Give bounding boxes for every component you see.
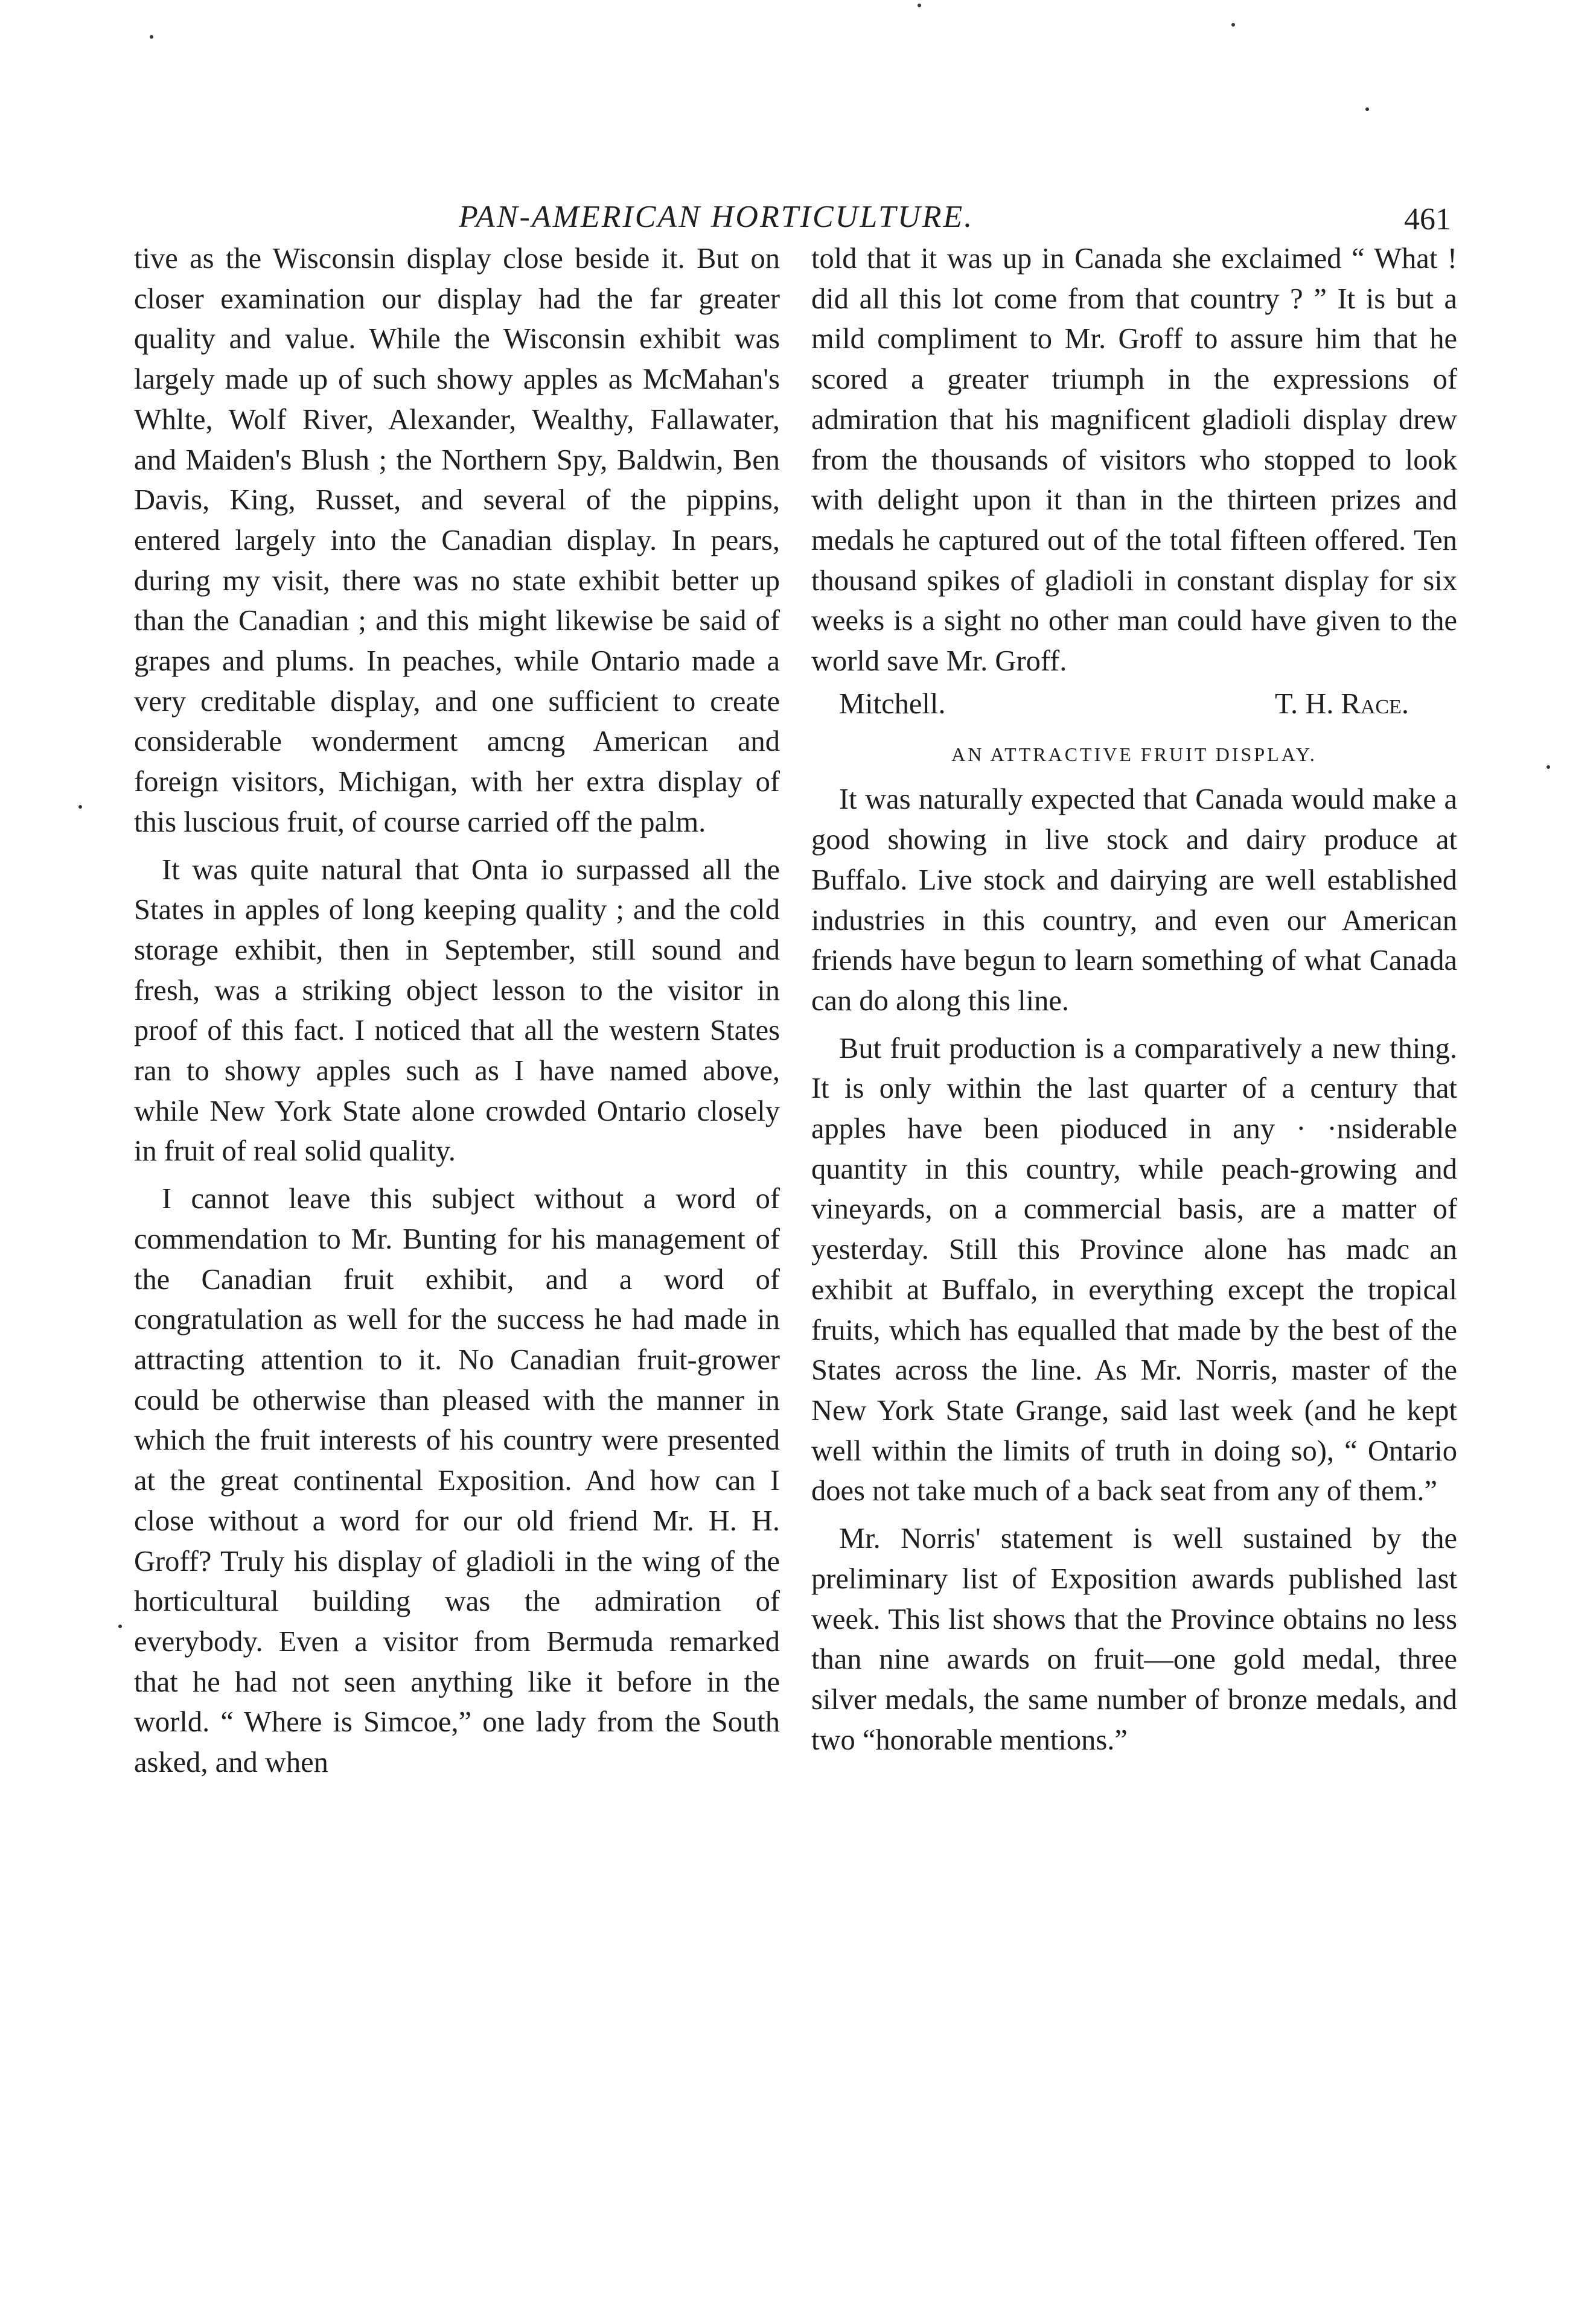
- page-number: 461: [1404, 202, 1451, 237]
- left-column: [134, 239, 780, 1783]
- paragraph: But fruit production is a comparatively a new thing. It is only within the last quarter of a century that apples have been pioduced in any · ·nsiderable quantity in this country, while peach-growing and vineyards, on a commercial basis, are a matter of yesterday. Still this Province alone has madc an exhibit at Buffalo, in everything except the tropical fruits, which has equalled that made by the best of the States across the line. As Mr. Norris, master of the New York State Grange, said last week (and he kept well within the limits of truth in doing so), “ Ontario does not take much of a back seat from any of them.”: [811, 1032, 1457, 1507]
- scan-speck: [78, 805, 82, 809]
- scan-speck: [1231, 23, 1235, 27]
- running-title: PAN-AMERICAN HORTICULTURE.: [459, 200, 974, 234]
- paragraph: I cannot leave this subject without a word of commendation to Mr. Bunting for his management of the Canadian fruit exhibit, and a word of congratulation as well for the success he had made in attracting attention to it. No Canadian fruit-grower could be otherwise than pleased with the manner in which the fruit interests of his country were presented at the great continental Exposition. And how can I close without a word for our old friend Mr. H. H. Groff? Truly his display of gladioli in the wing of the horticultural building was the admiration of everybody. Even a visitor from Bermuda remarked that he had not seen anything like it before in the world. “ Where is Simcoe,” one lady from the South asked, and when: [134, 1183, 780, 1779]
- signature-name: T. H. Race.: [1274, 687, 1409, 720]
- section-heading: AN ATTRACTIVE FRUIT DISPLAY.: [951, 743, 1317, 766]
- scan-speck: [1365, 107, 1369, 111]
- scan-speck: [918, 4, 921, 7]
- scan-speck: [118, 1625, 122, 1628]
- scan-speck: [1547, 765, 1550, 769]
- paragraph: It was naturally expected that Canada would make a good showing in live stock and dairy produce at Buffalo. Live stock and dairying are well established industries in this country, and even our American friends have begun to learn something of what Canada can do along this line.: [811, 783, 1457, 1017]
- right-column: [811, 239, 1457, 1760]
- paragraph: Mr. Norris' statement is well sustained by the preliminary list of Exposition awards published last week. This list shows that the Province obtains no less than nine awards on fruit—one gold medal, three silver medals, the same number of bronze medals, and two “honorable mentions.”: [811, 1523, 1457, 1756]
- paragraph: tive as the Wisconsin display close beside it. But on closer examination our display had the far greater quality and value. While the Wisconsin exhibit was largely made up of such showy apples as McMahan's Whlte, Wolf River, Alexander, Wealthy, Fallawater, and Maiden's Blush ; the Northern Spy, Baldwin, Ben Davis, King, Russet, and several of the pippins, entered largely into the Canadian display. In pears, during my visit, there was no state exhibit better up than the Canadian ; and this might likewise be said of grapes and plums. In peaches, while Ontario made a very creditable display, and one sufficient to create considerable wonderment amcng American and foreign visitors, Michigan, with her extra display of this luscious fruit, of course carried off the palm.: [134, 243, 780, 838]
- signature-place: Mitchell.: [839, 687, 946, 720]
- scan-speck: [150, 35, 153, 39]
- signature-line: [811, 684, 1457, 725]
- paragraph: It was quite natural that Onta io surpassed all the States in apples of long keeping quality ; and the cold storage exhibit, then in September, still sound and fresh, was a striking object lesson to the visitor in proof of this fact. I noticed that all the western States ran to showy apples such as I have named above, while New York State alone crowded Ontario closely in fruit of real solid quality.: [134, 853, 780, 1168]
- paragraph: told that it was up in Canada she exclaimed “ What ! did all this lot come from that country ? ” It is but a mild compliment to Mr. Groff to assure him that he scored a greater triumph in the expressions of admiration that his magnificent gladioli display drew from the thousands of visitors who stopped to look with delight upon it than in the thirteen prizes and medals he captured out of the total fifteen offered. Ten thousand spikes of gladioli in constant display for six weeks is a sight no other man could have given to the world save Mr. Groff.: [811, 243, 1457, 678]
